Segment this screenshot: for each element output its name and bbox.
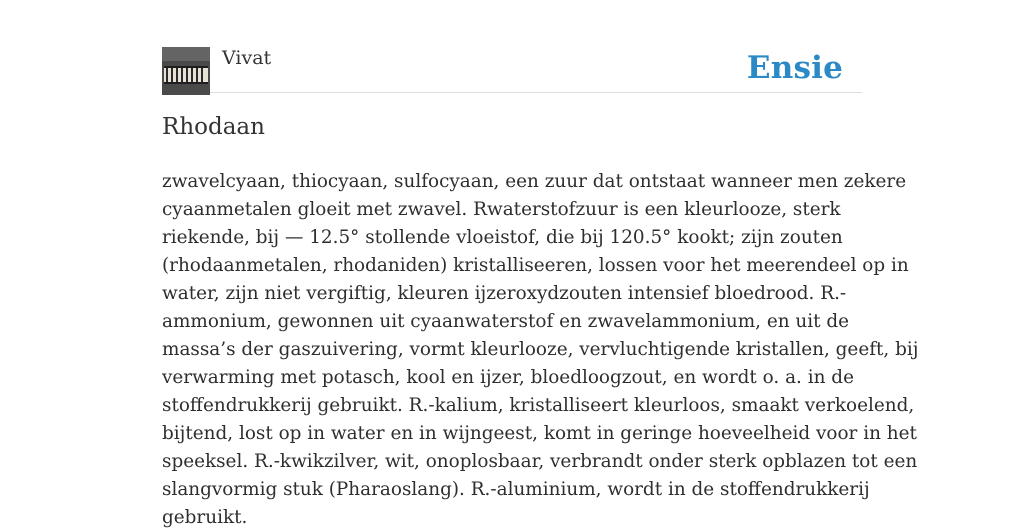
site-header xyxy=(162,46,862,93)
article-body-line: verwarming met potasch, kool en ijzer, bloedloogzout, en wordt o. a. in de xyxy=(162,367,854,388)
author-avatar[interactable] xyxy=(162,47,210,95)
article-body-line: zwavelcyaan, thiocyaan, sulfocyaan, een zuur dat ontstaat wanneer men zekere xyxy=(162,171,907,192)
article-body-line: slangvormig stuk (Pharaoslang). R.-aluminium, wordt in de stoffendrukkerij xyxy=(162,479,870,500)
article-body-line: massa’s der gaszuivering, vormt kleurlooze, vervluchtigende kristallen, geeft, bij xyxy=(162,339,919,360)
article-body-line: stoffendrukkerij gebruikt. R.-kalium, kristalliseert kleurloos, smaakt verkoelend, xyxy=(162,395,915,416)
article-title: Rhodaan xyxy=(162,114,265,140)
avatar-image xyxy=(162,47,210,95)
article-body-line: bijtend, lost op in water en in wijngeest, komt in geringe hoeveelheid voor in het xyxy=(162,423,917,444)
article-body-line: cyaanmetalen gloeit met zwavel. Rwaterstofzuur is een kleurlooze, sterk xyxy=(162,199,841,220)
article-body-line: water, zijn niet vergiftig, kleuren ijzeroxydzouten intensief bloedrood. R.- xyxy=(162,283,847,304)
ensie-logo-link[interactable]: Ensie xyxy=(746,50,843,86)
article-body-line: (rhodaanmetalen, rhodaniden) kristalliseeren, lossen voor het meerendeel op in xyxy=(162,255,909,276)
article-body-line: riekende, bij — 12.5° stollende vloeistof, die bij 120.5° kookt; zijn zouten xyxy=(162,227,843,248)
article-body-line: speeksel. R.-kwikzilver, wit, onoplosbaar, verbrandt onder sterk opblazen tot een xyxy=(162,451,918,472)
author-name[interactable]: Vivat xyxy=(222,47,272,69)
article-body-line: ammonium, gewonnen uit cyaanwaterstof en zwavelammonium, en uit de xyxy=(162,311,850,332)
article-body-line: gebruikt. xyxy=(162,507,248,528)
article-body xyxy=(162,168,919,532)
